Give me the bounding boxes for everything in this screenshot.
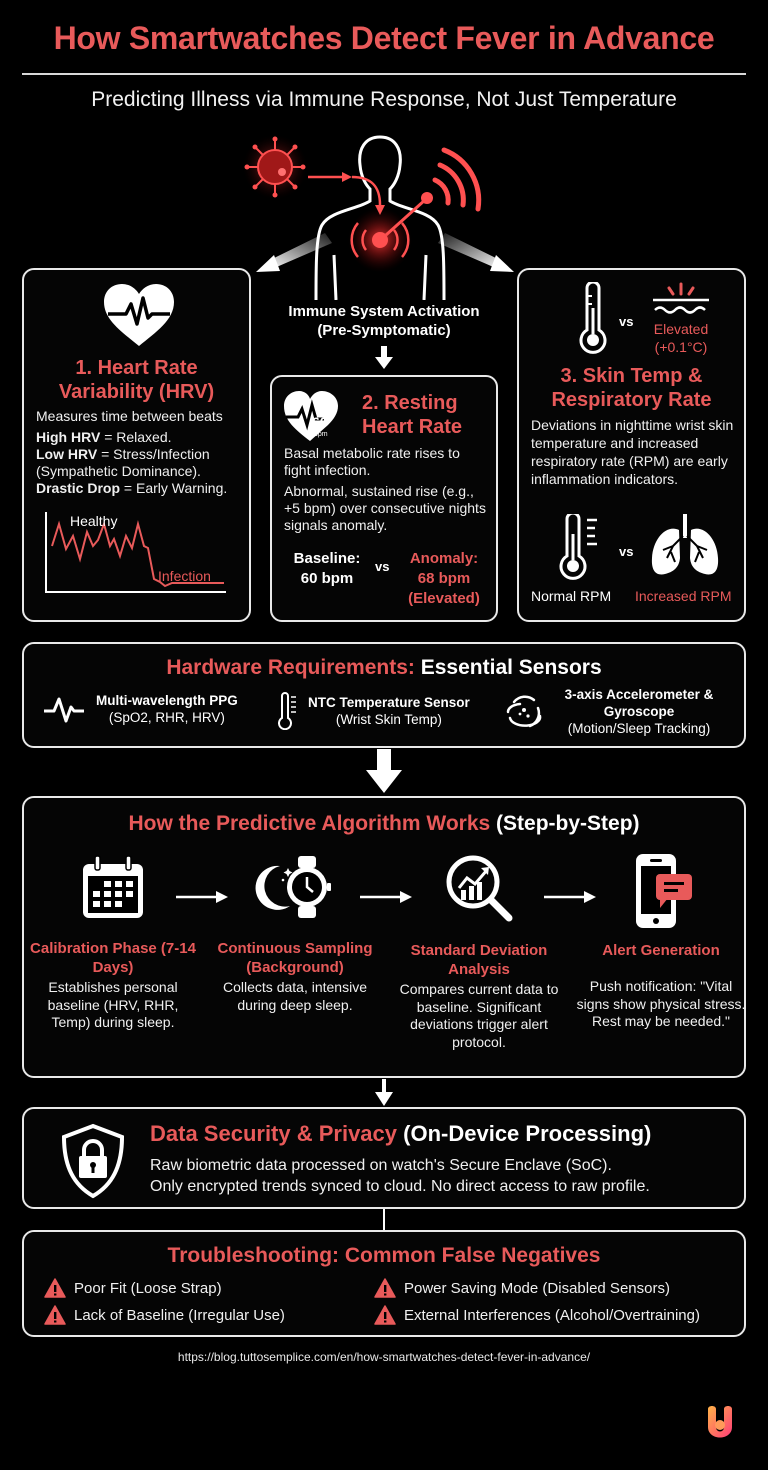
- trouble-item: External Interferences (Alcohol/Overtraining): [374, 1305, 700, 1325]
- algorithm-title: How the Predictive Algorithm Works (Step-by-Step): [128, 812, 640, 835]
- rhr-description: Basal metabolic rate rises to fight infection. Abnormal, sustained rise (e.g., +5 bpm) over consecutive nights signals anomaly.: [284, 445, 486, 533]
- security-description: Raw biometric data processed on watch's Secure Enclave (SoC). Only encrypted trends synced to cloud. No direct access to raw profile.: [150, 1157, 650, 1195]
- thermometer-icon: [577, 282, 609, 356]
- chart-label-healthy: Healthy: [70, 513, 118, 529]
- anomaly-value: Anomaly: 68 bpm (Elevated): [408, 550, 480, 607]
- lungs-icon: [649, 514, 721, 580]
- elevated-temp-label: Elevated (+0.1°C): [653, 321, 709, 355]
- pulse-wave-icon: [42, 695, 86, 723]
- algorithm-section: [22, 796, 746, 1078]
- title-divider: [22, 73, 746, 75]
- arrow-down-icon: [374, 1079, 394, 1107]
- vs-label: vs: [375, 559, 390, 574]
- sensor-ntc: NTC Temperature Sensor (Wrist Skin Temp): [278, 692, 470, 730]
- calendar-icon: [78, 852, 148, 922]
- phone-alert-icon: [626, 852, 696, 930]
- page-subtitle: Predicting Illness via Immune Response, Not Just Temperature: [91, 88, 677, 111]
- warning-icon: [374, 1278, 396, 1298]
- magnifier-chart-icon: [441, 852, 517, 924]
- brand-logo-icon: [700, 1403, 740, 1443]
- arrow-left-icon: [256, 233, 332, 272]
- hrv-title: 1. Heart Rate Variability (HRV): [58, 357, 215, 403]
- heart-pulse-icon: [102, 282, 176, 348]
- trouble-item: Lack of Baseline (Irregular Use): [44, 1305, 285, 1325]
- vs-label-top: vs: [619, 314, 634, 329]
- wireless-signal-icon: [435, 150, 479, 209]
- hardware-title: Hardware Requirements: Essential Sensors: [166, 656, 602, 679]
- step-calibration: Calibration Phase (7-14 Days) Establishes personal baseline (HRV, RHR, Temp) during sleep.: [28, 852, 198, 1032]
- warning-icon: [374, 1305, 396, 1325]
- security-title: Data Security & Privacy (On-Device Processing): [150, 1121, 652, 1146]
- arrow-right-icon: [438, 233, 514, 272]
- rhr-title: 2. Resting Heart Rate: [362, 392, 463, 438]
- card-rhr: [270, 375, 498, 622]
- trouble-item: Poor Fit (Loose Strap): [44, 1278, 222, 1298]
- shield-lock-icon: [60, 1123, 126, 1199]
- skin-temp-title: 3. Skin Temp & Respiratory Rate: [551, 365, 712, 411]
- thermometer-scale-icon: [559, 514, 601, 580]
- skin-temp-description: Deviations in nighttime wrist skin temperature and increased respiratory rate (RPM) are early inflammation indicators.: [531, 417, 734, 487]
- warning-icon: [44, 1305, 66, 1325]
- hrv-drop-chart: [34, 504, 234, 604]
- page-title: How Smartwatches Detect Fever in Advance: [53, 20, 715, 56]
- card-skin-temp: [517, 268, 746, 622]
- heat-rising-icon: [651, 282, 711, 316]
- hrv-description: Measures time between beats High HRV = Relaxed. Low HRV = Stress/Infection (Sympathetic Dominance). Drastic Drop = Early Warning.: [36, 408, 228, 496]
- increased-rpm-label: Increased RPM: [635, 588, 732, 604]
- step-deviation-analysis: Standard Deviation Analysis Compares current data to baseline. Significant deviations trigger alert protocol.: [394, 852, 564, 1051]
- normal-rpm-label: Normal RPM: [531, 588, 612, 604]
- arrow-down-icon: [366, 749, 402, 793]
- gyroscope-icon: [504, 692, 544, 732]
- step-alert-generation: Alert Generation Push notification: "Vital signs show physical stress. Rest may be needed.": [576, 852, 746, 1031]
- baseline-value: Baseline: 60 bpm: [293, 550, 361, 587]
- security-section: [22, 1107, 746, 1209]
- trouble-item: Power Saving Mode (Disabled Sensors): [374, 1278, 670, 1298]
- thermometer-icon: [278, 692, 298, 730]
- chart-label-infection: Infection: [158, 568, 211, 584]
- troubleshooting-section: [22, 1230, 746, 1337]
- immune-activation-label: Immune System Activation (Pre-Symptomatic): [288, 303, 480, 339]
- card-hrv: [22, 268, 251, 622]
- moon-watch-icon: [250, 852, 340, 922]
- hardware-section: [22, 642, 746, 748]
- troubleshooting-title: Troubleshooting: Common False Negatives: [167, 1244, 601, 1267]
- heart-icon-value: 60: [312, 414, 328, 430]
- vs-label-bottom: vs: [619, 544, 634, 559]
- source-url[interactable]: https://blog.tuttosemplice.com/en/how-smartwatches-detect-fever-in-advance/: [177, 1350, 591, 1364]
- connector-line: [383, 1209, 385, 1230]
- virus-icon: [243, 135, 307, 199]
- sensor-ppg: Multi-wavelength PPG (SpO2, RHR, HRV): [42, 692, 238, 726]
- sensor-imu: 3-axis Accelerometer & Gyroscope (Motion/Sleep Tracking): [504, 686, 724, 737]
- branch-arrows: [250, 225, 520, 285]
- step-sampling: Continuous Sampling (Background) Collects data, intensive during deep sleep.: [210, 852, 380, 1014]
- arrow-down-icon: [373, 346, 395, 370]
- heart-icon-unit: bpm: [314, 431, 328, 438]
- warning-icon: [44, 1278, 66, 1298]
